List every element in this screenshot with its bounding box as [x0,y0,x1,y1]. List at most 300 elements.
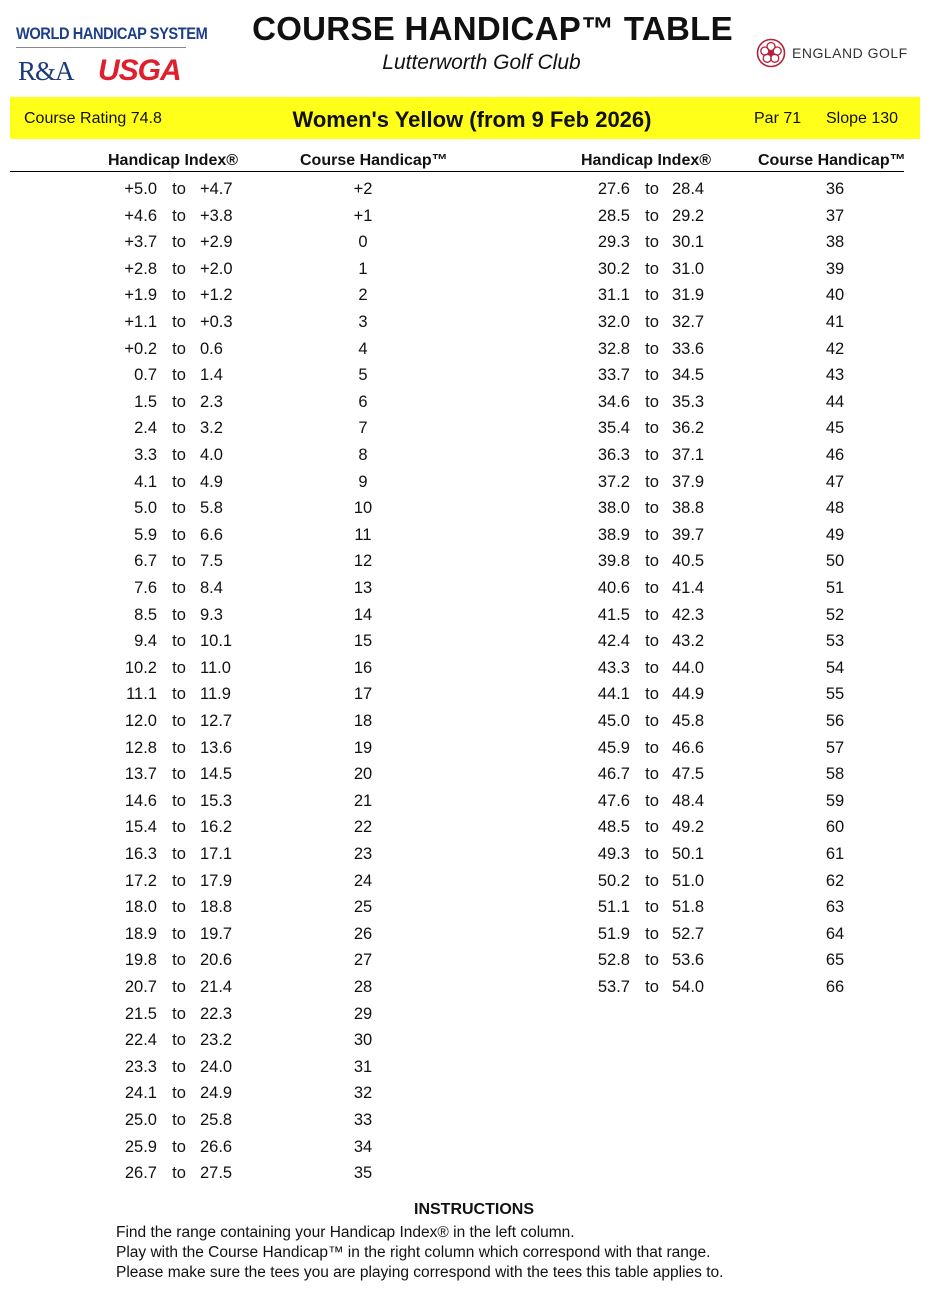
table-row [0,1031,940,1057]
range-to-label: to [172,579,186,597]
index-to-cell: 12.7 [200,712,233,730]
index-from-cell: 25.0 [124,1111,157,1129]
range-to-label: to [172,313,186,331]
index-from-cell: 51.9 [597,924,630,943]
index-from-cell: 19.8 [124,951,157,970]
range-to-label: to [645,206,659,225]
course-handicap-cell: 27 [353,951,373,970]
range-to-label: to [645,871,659,890]
header-rule [10,171,904,172]
table-row [0,393,940,419]
table-row [0,1005,940,1031]
index-from-cell: +1.9 [124,286,157,305]
range-to-label: to [172,419,186,438]
range-to-label: to [172,605,186,624]
range-to-label: to [172,206,186,225]
table-row [0,898,940,924]
index-to-cell: 31.9 [672,286,705,305]
index-from-cell: 45.9 [597,738,630,757]
range-to-label: to [172,286,186,305]
course-handicap-cell: 28 [353,978,373,996]
index-from-cell: 33.7 [597,366,630,385]
course-handicap-cell: 61 [825,845,845,863]
index-from-cell: 51.1 [597,898,630,917]
index-from-cell: +0.2 [124,339,157,358]
index-to-cell: 51.0 [672,871,705,890]
index-from-cell: 20.7 [124,978,157,996]
index-from-cell: 8.5 [134,605,157,624]
index-to-cell: 42.3 [672,605,705,624]
range-to-label: to [645,525,659,544]
index-from-cell: 22.4 [124,1031,157,1050]
index-to-cell: 19.7 [200,924,233,943]
course-handicap-cell: 14 [353,605,373,624]
index-from-cell: 7.6 [134,579,157,597]
course-handicap-cell: 44 [825,392,845,411]
course-handicap-cell: 32 [353,1084,373,1103]
course-handicap-cell: 0 [358,233,368,252]
range-to-label: to [645,791,659,810]
course-handicap-cell: 66 [825,978,845,996]
range-to-label: to [645,845,659,863]
index-from-cell: 29.3 [597,233,630,252]
index-to-cell: 8.4 [200,579,223,597]
range-to-label: to [172,658,186,677]
range-to-label: to [172,1084,186,1103]
index-from-cell: 49.3 [597,845,630,863]
index-to-cell: 7.5 [200,552,223,571]
index-to-cell: 53.6 [672,951,705,970]
index-to-cell: +3.8 [200,206,233,225]
range-to-label: to [172,525,186,544]
course-handicap-cell: 10 [353,499,373,518]
course-handicap-cell: 19 [353,738,373,757]
index-to-cell: 11.0 [200,658,231,677]
index-from-cell: 15.4 [124,818,157,837]
range-to-label: to [172,392,186,411]
index-to-cell: 54.0 [672,978,705,996]
index-from-cell: 43.3 [597,658,630,677]
index-from-cell: 31.1 [597,286,630,305]
rna-logo: R&A [18,56,74,86]
slope: Slope 130 [826,110,899,127]
course-handicap-cell: 42 [825,339,845,358]
index-to-cell: +2.9 [200,233,233,252]
course-handicap-cell: 62 [825,871,845,890]
course-handicap-cell: 50 [825,552,845,571]
range-to-label: to [645,738,659,757]
index-from-cell: 5.9 [134,525,157,544]
index-to-cell: 52.7 [672,924,705,943]
range-to-label: to [645,392,659,411]
table-row [0,712,940,738]
range-to-label: to [172,978,186,996]
range-to-label: to [172,1031,186,1050]
table-row [0,765,940,791]
course-handicap-cell: 29 [353,1004,373,1023]
index-to-cell: 34.5 [672,366,705,385]
table-row [0,1111,940,1137]
table-row [0,606,940,632]
course-handicap-cell: 35 [353,1164,373,1183]
index-to-cell: 22.3 [200,1004,233,1023]
course-handicap-cell: 30 [353,1031,373,1050]
index-to-cell: 18.8 [200,898,233,917]
index-to-cell: 11.9 [200,685,231,704]
range-to-label: to [172,898,186,917]
index-from-cell: 48.5 [597,818,630,837]
range-to-label: to [172,233,186,252]
index-to-cell: 44.0 [672,658,705,677]
course-handicap-cell: 40 [825,286,845,305]
range-to-label: to [172,552,186,571]
index-from-cell: 18.0 [124,898,157,917]
table-row [0,925,940,951]
index-to-cell: 13.6 [200,738,233,757]
course-handicap-cell: 25 [353,898,373,917]
course-handicap-cell: 15 [353,632,373,651]
index-to-cell: 47.5 [672,765,705,784]
course-handicap-cell: +1 [353,206,373,225]
instructions-title: INSTRUCTIONS [414,1201,534,1218]
table-row [0,366,940,392]
course-handicap-cell: 43 [825,366,845,385]
range-to-label: to [172,472,186,491]
index-from-cell: 34.6 [597,392,630,411]
index-from-cell: 23.3 [124,1057,157,1076]
range-to-label: to [645,259,659,278]
range-to-label: to [172,871,186,890]
course-handicap-cell: 56 [825,712,845,730]
range-to-label: to [645,339,659,358]
index-from-cell: 16.3 [124,845,157,863]
course-handicap-cell: 13 [353,579,373,597]
index-from-cell: 1.5 [134,392,157,411]
range-to-label: to [172,499,186,518]
range-to-label: to [172,446,186,464]
range-to-label: to [645,978,659,996]
club-name: Lutterworth Golf Club [382,51,581,74]
range-to-label: to [645,233,659,252]
index-to-cell: 4.9 [200,472,223,491]
course-rating: Course Rating 74.8 [24,110,162,127]
index-from-cell: 40.6 [597,579,630,597]
whs-logo: WORLD HANDICAP SYSTEM [16,24,208,43]
table-row [0,1138,940,1164]
index-from-cell: +3.7 [124,233,157,252]
index-from-cell: +4.6 [124,206,157,225]
index-to-cell: 21.4 [200,978,233,996]
course-handicap-cell: 45 [825,419,845,438]
table-row [0,579,940,605]
course-handicap-cell: 52 [825,605,845,624]
index-to-cell: 31.0 [672,259,705,278]
table-row [0,473,940,499]
table-row [0,1164,940,1190]
course-handicap-cell: 59 [825,791,845,810]
index-from-cell: 52.8 [597,951,630,970]
index-from-cell: 30.2 [597,259,630,278]
course-handicap-cell: 11 [354,525,372,544]
course-handicap-cell: 12 [353,552,373,571]
table-row [0,180,940,206]
index-from-cell: 6.7 [134,552,157,571]
table-row [0,446,940,472]
course-handicap-cell: 37 [825,206,845,225]
course-handicap-cell: 49 [825,525,845,544]
index-from-cell: 46.7 [597,765,630,784]
index-to-cell: 37.1 [672,446,705,464]
range-to-label: to [645,951,659,970]
index-from-cell: 38.0 [597,499,630,518]
range-to-label: to [172,632,186,651]
range-to-label: to [172,1111,186,1129]
course-handicap-cell: 36 [825,180,845,198]
range-to-label: to [172,951,186,970]
page-title: COURSE HANDICAP™ TABLE [252,10,733,47]
par: Par 71 [754,110,802,127]
index-to-cell: 1.4 [200,366,223,385]
index-from-cell: 45.0 [597,712,630,730]
index-to-cell: 4.0 [200,446,223,464]
index-to-cell: 17.1 [200,845,233,863]
range-to-label: to [172,339,186,358]
index-from-cell: 44.1 [597,685,630,704]
course-handicap-cell: 64 [825,924,845,943]
index-from-cell: 18.9 [124,924,157,943]
index-from-cell: 4.1 [134,472,157,491]
index-to-cell: 20.6 [200,951,233,970]
course-handicap-cell: 47 [825,472,845,491]
table-row [0,552,940,578]
range-to-label: to [645,419,659,438]
table-row [0,499,940,525]
index-to-cell: +2.0 [200,259,233,278]
index-to-cell: 37.9 [672,472,705,491]
index-to-cell: 15.3 [200,791,233,810]
table-row [0,313,940,339]
instruction-line: Play with the Course Handicap™ in the right column which correspond with that range. [116,1244,711,1261]
index-to-cell: 32.7 [672,313,705,331]
course-handicap-cell: 57 [825,738,845,757]
right-ch-heading: Course Handicap™ [758,152,906,169]
range-to-label: to [172,685,186,704]
course-handicap-cell: 3 [358,313,368,331]
course-handicap-cell: 39 [825,259,845,278]
table-row [0,340,940,366]
index-from-cell: 2.4 [134,419,157,438]
index-from-cell: 53.7 [597,978,630,996]
index-from-cell: 28.5 [597,206,630,225]
index-to-cell: 49.2 [672,818,705,837]
range-to-label: to [172,791,186,810]
index-to-cell: 10.1 [200,632,233,651]
table-row [0,951,940,977]
index-to-cell: +4.7 [200,180,233,198]
index-from-cell: 41.5 [597,605,630,624]
index-from-cell: 13.7 [124,765,157,784]
table-row [0,739,940,765]
course-handicap-cell: 55 [825,685,845,704]
index-to-cell: 24.9 [200,1084,233,1103]
index-from-cell: 26.7 [124,1164,157,1183]
table-row [0,233,940,259]
index-from-cell: 32.8 [597,339,630,358]
table-row [0,792,940,818]
table-row [0,286,940,312]
index-to-cell: 45.8 [672,712,705,730]
course-handicap-cell: 7 [358,419,368,438]
range-to-label: to [172,845,186,863]
table-row [0,260,940,286]
course-handicap-cell: 24 [353,871,373,890]
index-to-cell: 25.8 [200,1111,233,1129]
course-handicap-cell: 1 [358,259,368,278]
usga-logo: USGA [98,54,181,87]
index-to-cell: 33.6 [672,339,705,358]
course-handicap-cell: 9 [358,472,368,491]
course-handicap-cell: 53 [825,632,845,651]
course-handicap-cell: 41 [825,313,845,331]
range-to-label: to [645,898,659,917]
course-handicap-cell: 51 [825,579,845,597]
index-from-cell: 32.0 [597,313,630,331]
range-to-label: to [172,765,186,784]
tee-name: Women's Yellow (from 9 Feb 2026) [292,107,652,132]
range-to-label: to [645,552,659,571]
course-handicap-cell: 22 [353,818,373,837]
range-to-label: to [645,605,659,624]
course-handicap-cell: 48 [825,499,845,518]
range-to-label: to [172,818,186,837]
table-row [0,207,940,233]
index-to-cell: 39.7 [672,525,705,544]
range-to-label: to [645,472,659,491]
range-to-label: to [645,579,659,597]
range-to-label: to [172,924,186,943]
range-to-label: to [645,658,659,677]
index-to-cell: 14.5 [200,765,233,784]
index-from-cell: 11.1 [126,685,157,704]
index-from-cell: 38.9 [597,525,630,544]
course-handicap-cell: 16 [353,658,373,677]
course-handicap-cell: +2 [353,180,373,198]
course-handicap-cell: 5 [358,366,368,385]
index-from-cell: 35.4 [597,419,630,438]
range-to-label: to [645,180,659,198]
range-to-label: to [645,712,659,730]
index-to-cell: 16.2 [200,818,233,837]
left-ch-heading: Course Handicap™ [300,152,448,169]
index-from-cell: 36.3 [597,446,630,464]
range-to-label: to [645,313,659,331]
index-to-cell: 44.9 [672,685,705,704]
index-to-cell: 3.2 [200,419,223,438]
table-row [0,978,940,1004]
range-to-label: to [172,712,186,730]
course-handicap-cell: 26 [353,924,373,943]
index-to-cell: 46.6 [672,738,705,757]
instruction-line: Please make sure the tees you are playing correspond with the tees this table applies to. [116,1264,724,1281]
index-to-cell: 36.2 [672,419,705,438]
index-to-cell: 50.1 [672,845,705,863]
index-from-cell: 9.4 [134,632,157,651]
index-from-cell: +1.1 [124,313,157,331]
course-handicap-cell: 21 [353,791,373,810]
range-to-label: to [172,1057,186,1076]
index-to-cell: 48.4 [672,791,705,810]
index-to-cell: 30.1 [672,233,705,252]
table-row [0,818,940,844]
england-golf-logo-text: ENGLAND GOLF [792,45,908,61]
index-from-cell: 47.6 [597,791,630,810]
index-to-cell: 41.4 [672,579,705,597]
course-handicap-cell: 20 [353,765,373,784]
index-to-cell: 5.8 [200,499,223,518]
course-handicap-cell: 8 [358,446,368,464]
index-from-cell: 14.6 [124,791,157,810]
range-to-label: to [172,1137,186,1156]
course-handicap-cell: 17 [353,685,373,704]
range-to-label: to [645,818,659,837]
index-from-cell: 5.0 [134,499,157,518]
index-to-cell: +1.2 [200,286,233,305]
index-to-cell: 35.3 [672,392,705,411]
index-to-cell: 0.6 [200,339,223,358]
range-to-label: to [645,632,659,651]
table-row [0,1084,940,1110]
index-to-cell: 26.6 [200,1137,233,1156]
index-to-cell: 6.6 [200,525,223,544]
index-to-cell: 23.2 [200,1031,233,1050]
index-from-cell: 42.4 [597,632,630,651]
range-to-label: to [172,1004,186,1023]
range-to-label: to [172,259,186,278]
index-from-cell: 3.3 [134,446,157,464]
range-to-label: to [172,1164,186,1183]
range-to-label: to [172,738,186,757]
table-row [0,526,940,552]
left-index-heading: Handicap Index® [108,152,239,169]
index-from-cell: 21.5 [124,1004,157,1023]
course-handicap-cell: 23 [353,845,373,863]
index-to-cell: 24.0 [200,1057,233,1076]
index-from-cell: 10.2 [124,658,157,677]
index-to-cell: +0.3 [200,313,233,331]
index-from-cell: 27.6 [597,180,630,198]
index-from-cell: 12.0 [124,712,157,730]
index-from-cell: 37.2 [597,472,630,491]
course-handicap-cell: 33 [353,1111,373,1129]
index-to-cell: 28.4 [672,180,705,198]
index-to-cell: 43.2 [672,632,705,651]
index-to-cell: 38.8 [672,499,705,518]
range-to-label: to [645,366,659,385]
course-handicap-cell: 18 [353,712,373,730]
range-to-label: to [645,765,659,784]
index-from-cell: 39.8 [597,552,630,571]
range-to-label: to [172,180,186,198]
index-from-cell: 0.7 [134,366,157,385]
course-handicap-cell: 65 [825,951,845,970]
course-handicap-cell: 46 [825,446,845,464]
range-to-label: to [645,685,659,704]
index-to-cell: 40.5 [672,552,705,571]
table-row [0,872,940,898]
course-handicap-cell: 63 [825,898,845,917]
index-to-cell: 17.9 [200,871,233,890]
index-to-cell: 2.3 [200,392,223,411]
